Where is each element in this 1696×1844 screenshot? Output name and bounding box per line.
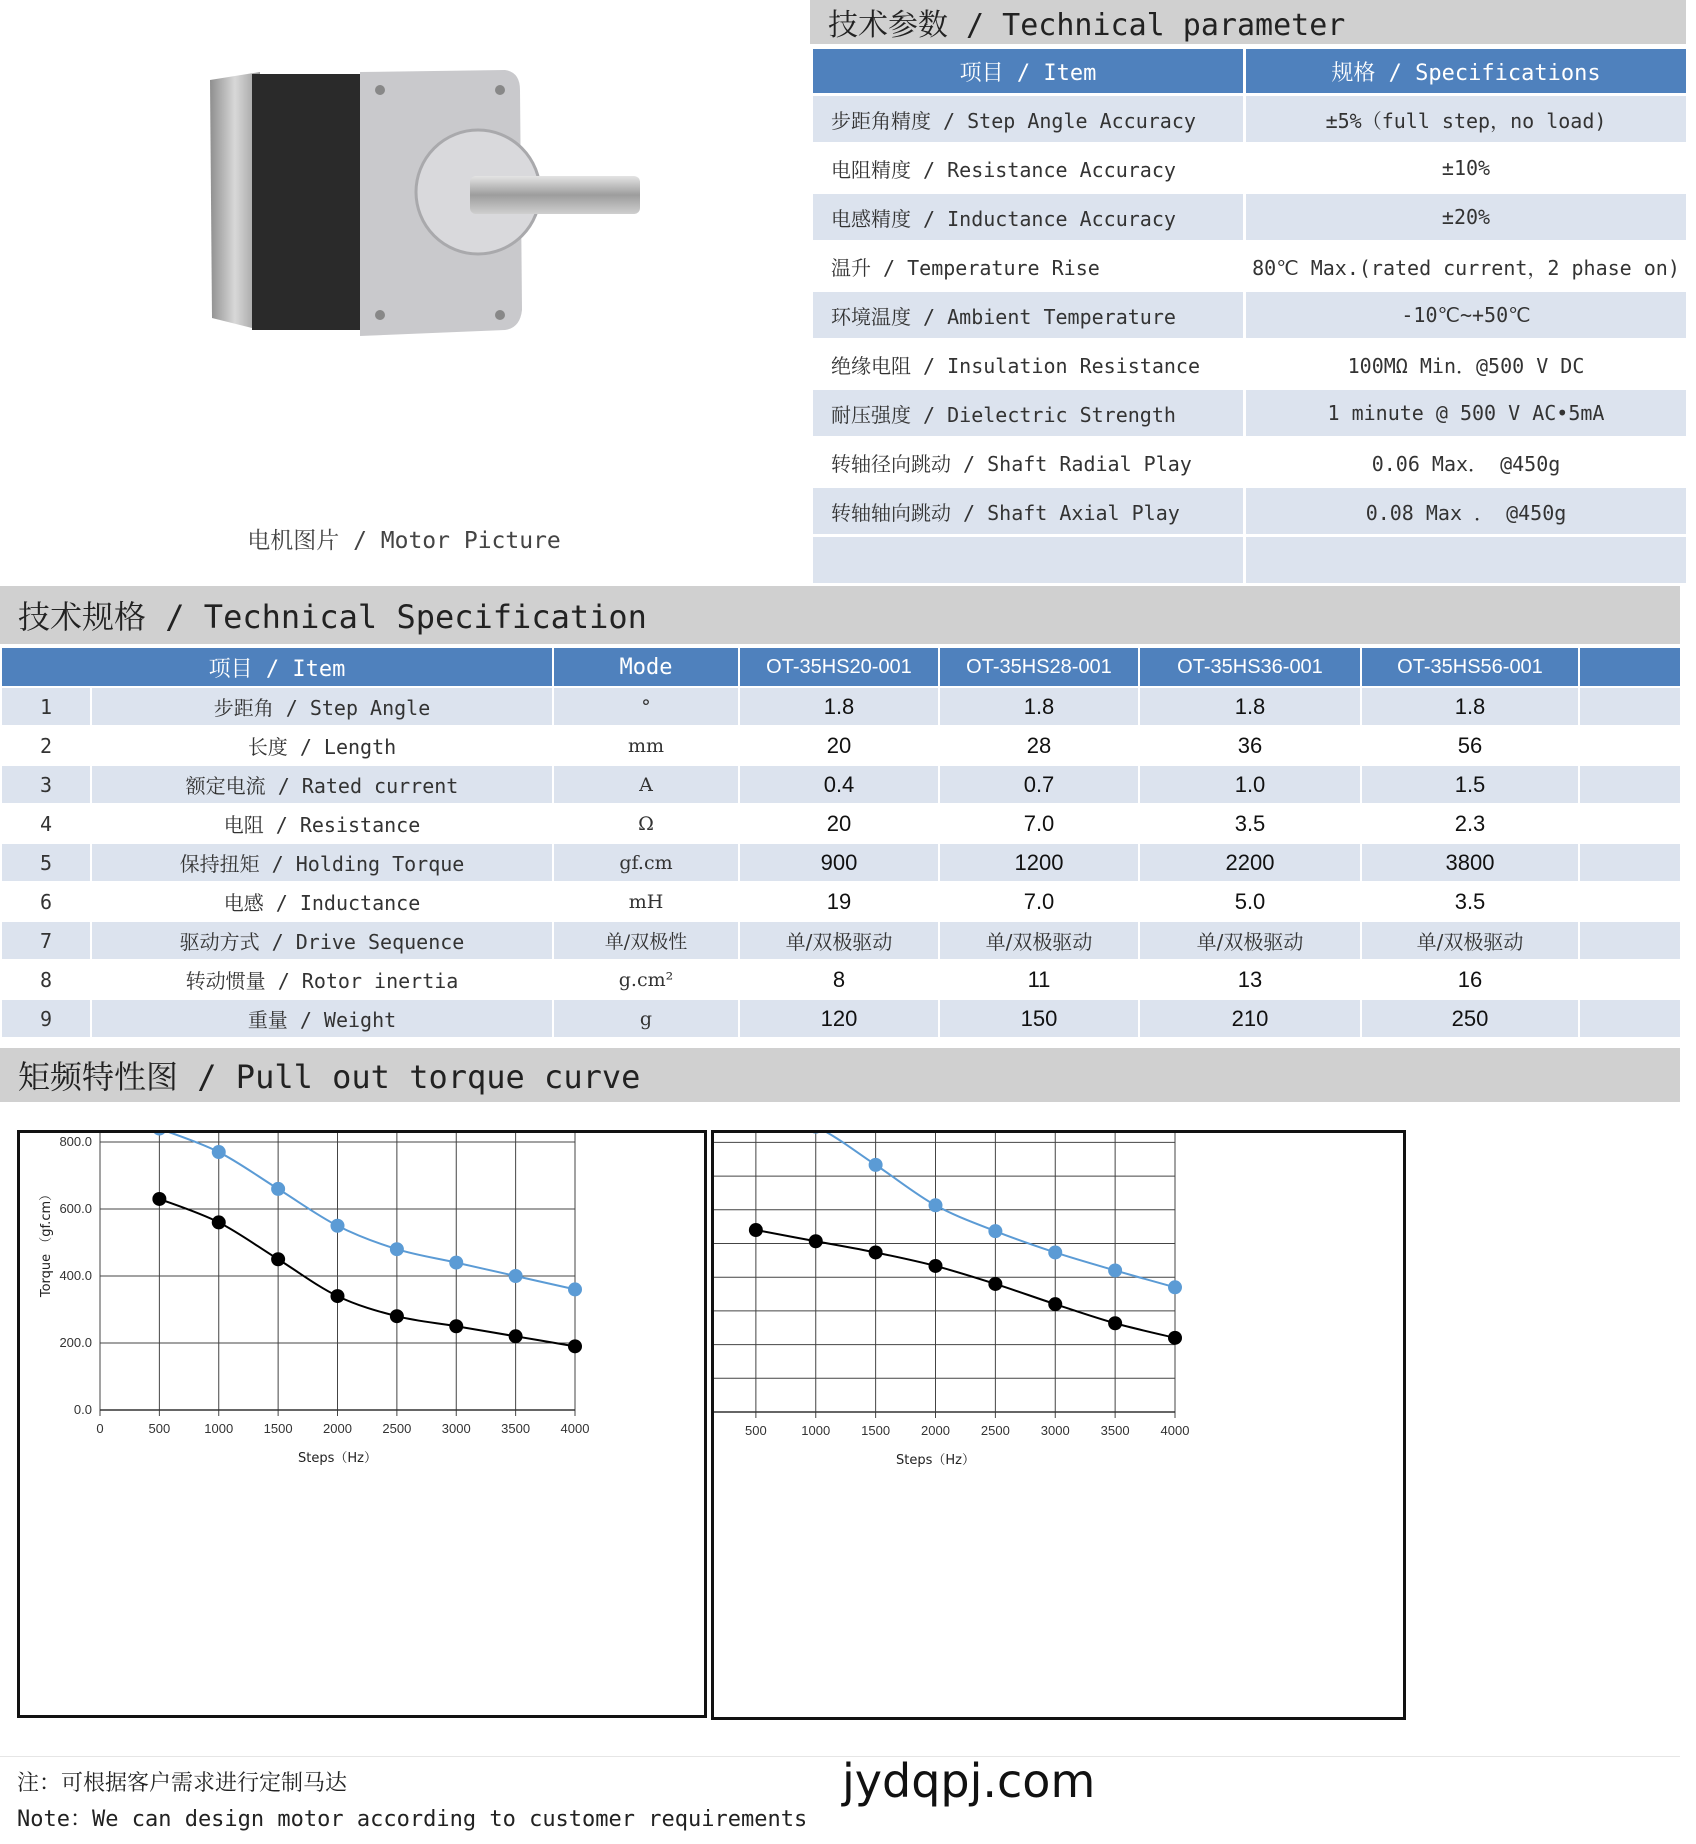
- spec-value: 0.7: [939, 765, 1139, 804]
- data-point: [1048, 1245, 1062, 1259]
- param-spec: -10℃~+50℃: [1245, 291, 1688, 340]
- spec-unit: g.cm²: [553, 960, 739, 999]
- data-point: [449, 1319, 463, 1333]
- technical-parameter-title: [810, 0, 1686, 44]
- param-item: 转轴径向跳动 / Shaft Radial Play: [812, 438, 1245, 487]
- data-point: [449, 1256, 463, 1270]
- x-tick-label: 500: [745, 1423, 767, 1438]
- table-row: [812, 389, 1688, 438]
- footer-note-cn: 注：可根据客户需求进行定制马达: [17, 1771, 348, 1796]
- spec-value: 250: [1361, 999, 1579, 1038]
- column-header-model: OT-35HS20-001: [739, 647, 939, 687]
- spec-value: 13: [1139, 960, 1361, 999]
- spec-unit: °: [553, 687, 739, 726]
- spec-empty-cell: [1579, 726, 1681, 765]
- table-row: [1, 960, 1681, 999]
- data-point: [1168, 1280, 1182, 1294]
- data-point: [568, 1339, 582, 1353]
- table-row: [1, 843, 1681, 882]
- spec-value: 单/双极驱动: [1139, 921, 1361, 960]
- spec-value: 56: [1361, 726, 1579, 765]
- data-point: [869, 1245, 883, 1259]
- y-tick-label: 400.0: [59, 1268, 92, 1283]
- spec-value: 36: [1139, 726, 1361, 765]
- data-point: [1168, 1331, 1182, 1345]
- x-tick-label: 1000: [204, 1421, 234, 1436]
- table-row: [1, 804, 1681, 843]
- spec-unit: 单/双极性: [553, 921, 739, 960]
- table-row: [1, 726, 1681, 765]
- motor-image: [0, 0, 808, 500]
- x-tick-label: 2500: [382, 1421, 412, 1436]
- param-spec: 0.08 Max ． @450g: [1245, 487, 1688, 536]
- spec-empty-cell: [1579, 960, 1681, 999]
- data-point: [390, 1309, 404, 1323]
- data-point: [331, 1289, 345, 1303]
- spec-value: 1.5: [1361, 765, 1579, 804]
- data-point: [749, 1223, 763, 1237]
- table-row: [812, 536, 1688, 585]
- x-tick-label: 1500: [263, 1421, 293, 1436]
- x-tick-label: 2000: [921, 1423, 950, 1438]
- y-tick-label: 200.0: [59, 1335, 92, 1350]
- spec-value: 7.0: [939, 804, 1139, 843]
- torque-chart-2: [711, 1130, 1406, 1720]
- table-row: [812, 144, 1688, 193]
- technical-specification-title: [0, 586, 1680, 644]
- spec-value: 28: [939, 726, 1139, 765]
- spec-value: 150: [939, 999, 1139, 1038]
- data-point: [271, 1252, 285, 1266]
- spec-value: 210: [1139, 999, 1361, 1038]
- x-tick-label: 1000: [801, 1423, 831, 1438]
- site-watermark: jydqpj.com: [842, 1754, 1096, 1808]
- spec-value: 20: [739, 726, 939, 765]
- data-point: [809, 1133, 823, 1134]
- spec-value: 3.5: [1139, 804, 1361, 843]
- data-point: [809, 1234, 823, 1248]
- data-point: [1048, 1297, 1062, 1311]
- param-item: 电感精度 / Inductance Accuracy: [812, 193, 1245, 242]
- spec-empty-cell: [1579, 921, 1681, 960]
- footer-divider: [0, 1756, 1680, 1757]
- spec-empty-cell: [1579, 882, 1681, 921]
- data-point: [1108, 1316, 1122, 1330]
- technical-parameter-title-text: 技术参数 / Technical parameter: [828, 8, 1346, 43]
- column-header-model: OT-35HS56-001: [1361, 647, 1579, 687]
- spec-value: 2.3: [1361, 804, 1579, 843]
- spec-value: 1.8: [939, 687, 1139, 726]
- y-axis-label: Torque （gf.cm）: [39, 1187, 54, 1298]
- data-point: [988, 1277, 1002, 1291]
- spec-value: 1.8: [1139, 687, 1361, 726]
- data-point: [271, 1182, 285, 1196]
- spec-unit: gf.cm: [553, 843, 739, 882]
- table-row: [812, 95, 1688, 144]
- spec-item: 驱动方式 / Drive Sequence: [91, 921, 553, 960]
- param-item: 转轴轴向跳动 / Shaft Axial Play: [812, 487, 1245, 536]
- spec-item: 额定电流 / Rated current: [91, 765, 553, 804]
- x-tick-label: 2000: [323, 1421, 352, 1436]
- torque-chart-2-svg: [714, 1133, 1409, 1723]
- x-tick-label: 0: [96, 1421, 104, 1436]
- row-number: 7: [1, 921, 91, 960]
- x-tick-label: 3500: [501, 1421, 531, 1436]
- column-header-item: 项目 / Item: [812, 48, 1245, 95]
- param-spec: 0.06 Max． @450g: [1245, 438, 1688, 487]
- spec-item: 保持扭矩 / Holding Torque: [91, 843, 553, 882]
- table-header-row: [812, 48, 1688, 95]
- param-spec: ±10%: [1245, 144, 1688, 193]
- spec-value: 20: [739, 804, 939, 843]
- column-header-model: OT-35HS28-001: [939, 647, 1139, 687]
- torque-curve-title-text: 矩频特性图 / Pull out torque curve: [18, 1058, 641, 1096]
- spec-value: 3.5: [1361, 882, 1579, 921]
- row-number: 8: [1, 960, 91, 999]
- x-tick-label: 3000: [1040, 1423, 1070, 1438]
- param-spec: 1 minute @ 500 V AC•5mA: [1245, 389, 1688, 438]
- technical-specification-table: [0, 646, 1682, 1039]
- table-row: [812, 340, 1688, 389]
- x-tick-label: 2500: [980, 1423, 1010, 1438]
- spec-item: 长度 / Length: [91, 726, 553, 765]
- column-header-mode: Mode: [553, 647, 739, 687]
- data-point: [869, 1158, 883, 1172]
- spec-unit: mH: [553, 882, 739, 921]
- torque-chart-1-svg: [20, 1133, 710, 1721]
- param-spec: 100MΩ Min．@500 V DC: [1245, 340, 1688, 389]
- column-header-specifications: 规格 / Specifications: [1245, 48, 1688, 95]
- column-header-item: 项目 / Item: [1, 647, 553, 687]
- param-item: 环境温度 / Ambient Temperature: [812, 291, 1245, 340]
- spec-unit: g: [553, 999, 739, 1038]
- spec-unit: Ω: [553, 804, 739, 843]
- spec-value: 11: [939, 960, 1139, 999]
- param-item: [812, 536, 1245, 585]
- table-row: [1, 921, 1681, 960]
- param-spec: ±20%: [1245, 193, 1688, 242]
- spec-item: 电感 / Inductance: [91, 882, 553, 921]
- param-item: 绝缘电阻 / Insulation Resistance: [812, 340, 1245, 389]
- technical-parameter-table: [810, 46, 1689, 586]
- torque-chart-1: [17, 1130, 707, 1718]
- column-header-model: OT-35HS36-001: [1139, 647, 1361, 687]
- data-point: [929, 1259, 943, 1273]
- spec-value: 19: [739, 882, 939, 921]
- table-row: [812, 193, 1688, 242]
- row-number: 3: [1, 765, 91, 804]
- data-point: [509, 1269, 523, 1283]
- table-row: [1, 999, 1681, 1038]
- spec-value: 1200: [939, 843, 1139, 882]
- spec-item: 电阻 / Resistance: [91, 804, 553, 843]
- spec-value: 0.4: [739, 765, 939, 804]
- data-point: [509, 1329, 523, 1343]
- row-number: 1: [1, 687, 91, 726]
- spec-value: 单/双极驱动: [739, 921, 939, 960]
- data-point: [390, 1242, 404, 1256]
- row-number: 4: [1, 804, 91, 843]
- param-spec: [1245, 536, 1688, 585]
- spec-item: 转动惯量 / Rotor inertia: [91, 960, 553, 999]
- spec-empty-cell: [1579, 804, 1681, 843]
- spec-value: 1.8: [739, 687, 939, 726]
- spec-value: 7.0: [939, 882, 1139, 921]
- param-spec: 80℃ Max.(rated current，2 phase on): [1245, 242, 1688, 291]
- x-tick-label: 4000: [1160, 1423, 1190, 1438]
- x-axis-label: Steps（Hz）: [298, 1451, 377, 1466]
- table-row: [1, 882, 1681, 921]
- spec-value: 16: [1361, 960, 1579, 999]
- param-item: 步距角精度 / Step Angle Accuracy: [812, 95, 1245, 144]
- spec-value: 单/双极驱动: [939, 921, 1139, 960]
- table-row: [1, 687, 1681, 726]
- row-number: 5: [1, 843, 91, 882]
- row-number: 9: [1, 999, 91, 1038]
- data-point: [152, 1133, 166, 1136]
- param-item: 耐压强度 / Dielectric Strength: [812, 389, 1245, 438]
- spec-value: 5.0: [1139, 882, 1361, 921]
- column-header-empty: [1579, 647, 1681, 687]
- param-spec: ±5%（full step，no load): [1245, 95, 1688, 144]
- table-row: [812, 487, 1688, 536]
- data-point: [1108, 1263, 1122, 1277]
- spec-item: 步距角 / Step Angle: [91, 687, 553, 726]
- x-tick-label: 500: [148, 1421, 171, 1436]
- torque-curve-title: [0, 1048, 1680, 1102]
- spec-item: 重量 / Weight: [91, 999, 553, 1038]
- data-point: [212, 1145, 226, 1159]
- x-tick-label: 4000: [560, 1421, 590, 1436]
- y-tick-label: 800.0: [59, 1134, 92, 1149]
- motor-picture-area: [0, 0, 808, 582]
- spec-empty-cell: [1579, 999, 1681, 1038]
- spec-unit: A: [553, 765, 739, 804]
- spec-value: 3800: [1361, 843, 1579, 882]
- y-tick-label: 600.0: [59, 1201, 92, 1216]
- footer-note-en: Note：We can design motor according to customer requirements: [17, 1807, 808, 1832]
- x-tick-label: 3500: [1100, 1423, 1130, 1438]
- row-number: 6: [1, 882, 91, 921]
- data-point: [929, 1198, 943, 1212]
- table-row: [812, 242, 1688, 291]
- x-axis-label: Steps（Hz）: [896, 1453, 975, 1468]
- spec-value: 2200: [1139, 843, 1361, 882]
- param-item: 温升 / Temperature Rise: [812, 242, 1245, 291]
- param-item: 电阻精度 / Resistance Accuracy: [812, 144, 1245, 193]
- spec-empty-cell: [1579, 687, 1681, 726]
- table-header-row: [1, 647, 1681, 687]
- spec-empty-cell: [1579, 843, 1681, 882]
- spec-value: 900: [739, 843, 939, 882]
- row-number: 2: [1, 726, 91, 765]
- x-tick-label: 1500: [861, 1423, 891, 1438]
- data-point: [152, 1192, 166, 1206]
- spec-value: 1.8: [1361, 687, 1579, 726]
- technical-specification-title-text: 技术规格 / Technical Specification: [18, 598, 647, 636]
- spec-unit: mm: [553, 726, 739, 765]
- data-point: [212, 1215, 226, 1229]
- table-row: [812, 291, 1688, 340]
- y-tick-label: 0.0: [73, 1402, 92, 1417]
- spec-value: 1.0: [1139, 765, 1361, 804]
- spec-value: 单/双极驱动: [1361, 921, 1579, 960]
- spec-empty-cell: [1579, 765, 1681, 804]
- data-point: [988, 1224, 1002, 1238]
- motor-picture-caption: 电机图片 / Motor Picture: [247, 528, 561, 554]
- table-row: [1, 765, 1681, 804]
- x-tick-label: 3000: [441, 1421, 471, 1436]
- data-point: [331, 1219, 345, 1233]
- spec-value: 120: [739, 999, 939, 1038]
- data-point: [568, 1282, 582, 1296]
- table-row: [812, 438, 1688, 487]
- spec-value: 8: [739, 960, 939, 999]
